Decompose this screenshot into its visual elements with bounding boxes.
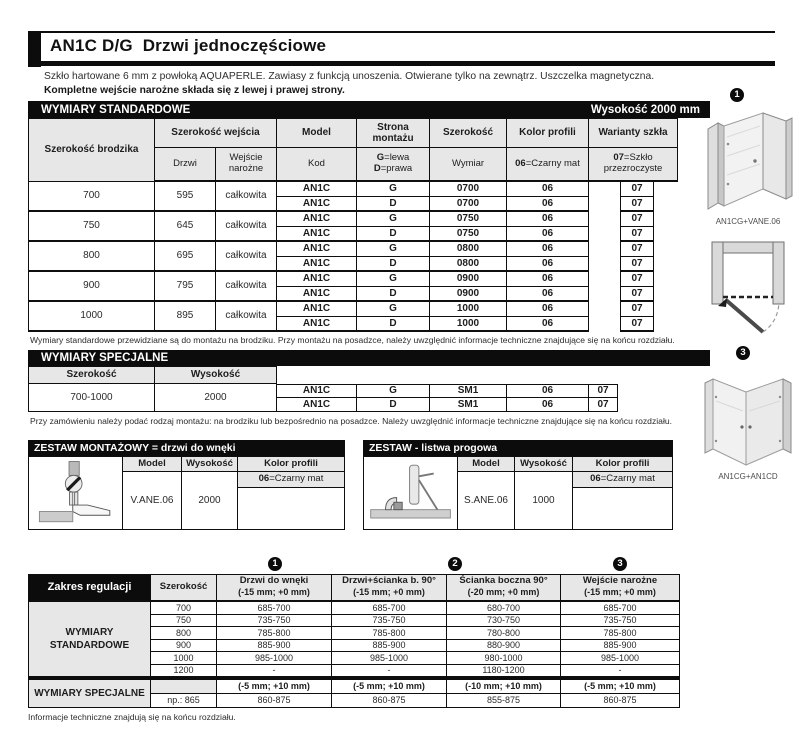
legend-06-text: =Czarny mat	[600, 473, 655, 485]
cell-range: 880-900	[447, 640, 561, 653]
marker-1-icon: 1	[730, 88, 744, 102]
cell-range: 985-1000	[332, 652, 447, 665]
cell-wymiar: SM1	[430, 398, 507, 412]
cell-range: 785-800	[332, 627, 447, 640]
cell-tolerance: (-10 mm; +10 mm)	[447, 680, 561, 694]
cell-kolor: 06	[507, 197, 589, 212]
footer-note: Informacje techniczne znajdują się na końcu rozdziału.	[28, 712, 236, 722]
zestaw-listwa-title: ZESTAW - listwa progowa	[369, 442, 498, 454]
cell-range: -	[332, 665, 447, 678]
standard-bar-title: WYMIARY STANDARDOWE	[41, 103, 191, 116]
cell-range: 885-900	[217, 640, 332, 653]
cell-range: 985-1000	[561, 652, 680, 665]
zestaw-listwa-table	[363, 456, 673, 530]
cell-empty	[573, 488, 673, 530]
cell-model: AN1C	[277, 227, 357, 242]
special-section-bar	[28, 350, 710, 366]
cell-strona: D	[357, 398, 430, 412]
col-header-strona: Strona montażu	[357, 118, 430, 148]
legend-d: D	[373, 163, 381, 174]
marker-1-icon: 1	[268, 557, 282, 571]
cell-kolor: 06	[507, 398, 589, 412]
legend-g-text: =lewa	[384, 152, 410, 164]
cell-model: AN1C	[277, 272, 357, 287]
cell-kolor: 06	[507, 242, 589, 257]
cell-range: -	[561, 665, 680, 678]
legend-g: G	[376, 152, 385, 164]
standard-table-note: Wymiary standardowe przewidziane są do montażu na brodziku. Przy montażu na posadzce, należy uwzględnić informacje techniczne znajdujące się na końcu rozdziału.	[30, 335, 675, 345]
col-header-wysokosc: Wysokość	[155, 366, 277, 384]
zestaw-montazowy-bar	[28, 440, 345, 456]
cell-tolerance: (-5 mm; +10 mm)	[217, 680, 332, 694]
subheader-kod: Kod	[277, 148, 357, 182]
cell-range: 680-700	[447, 602, 561, 615]
legend-06: 06	[258, 473, 270, 485]
cell-drzwi: 695	[155, 242, 216, 272]
subheader-narozne: Wejście narożne	[216, 148, 277, 182]
cell-model: V.ANE.06	[123, 472, 182, 530]
cell-model: AN1C	[277, 287, 357, 302]
col-header-kolor: Kolor profili	[238, 456, 345, 472]
cell-kolor: 06	[507, 272, 589, 287]
cell-model: AN1C	[277, 182, 357, 197]
cell-wymiar: SM1	[430, 384, 507, 398]
cell-wymiar: 0800	[430, 257, 507, 272]
legend-06-text: =Czarny mat	[525, 157, 580, 169]
col-title: Drzwi+ścianka b. 90°	[342, 575, 436, 587]
cell-model: AN1C	[277, 398, 357, 412]
col-tolerance: (-15 mm; +0 mm)	[238, 587, 310, 597]
col-header-drzwi-scianka	[332, 574, 447, 602]
cell-range: 780-800	[447, 627, 561, 640]
subheader-wymiar: Wymiar	[430, 148, 507, 182]
cell-range: 885-900	[561, 640, 680, 653]
cell-brodzik: 900	[28, 272, 155, 302]
col-title: Drzwi do wnęki	[239, 575, 309, 587]
cell-range: 730-750	[447, 615, 561, 628]
col-header-drzwi-do-wneki	[217, 574, 332, 602]
cell-range: 860-875	[332, 694, 447, 708]
cell-strona: G	[357, 212, 430, 227]
legend-06: 06	[590, 473, 601, 485]
cell-model: AN1C	[277, 257, 357, 272]
page-title	[50, 36, 326, 56]
cell-kolor: 06	[507, 302, 589, 317]
col-header-wejscie-narozne	[561, 574, 680, 602]
cell-wymiar: 1000	[430, 302, 507, 317]
cell-szerokosc: 900	[151, 640, 217, 653]
wall-profile-icon	[28, 456, 123, 530]
cell-szerokosc: 700	[151, 602, 217, 615]
marker-3-icon: 3	[613, 557, 627, 571]
col-tolerance: (-15 mm; +0 mm)	[353, 587, 425, 597]
subheader-drzwi: Drzwi	[155, 148, 216, 182]
cell-szklo: 07	[620, 242, 654, 257]
cell-szerokosc: 1000	[151, 652, 217, 665]
col-header-szerokosc: Szerokość	[430, 118, 507, 148]
cell-range: 980-1000	[447, 652, 561, 665]
legend-d-text: =prawa	[380, 163, 413, 174]
subheader-strona-montazu	[357, 148, 430, 182]
subheader-warianty-legend	[589, 148, 678, 182]
figure-label: AN1CG+VANE.06	[715, 217, 781, 226]
threshold-strip-icon	[363, 456, 458, 530]
wall-profile-drawing	[32, 458, 120, 528]
cell-wymiar: 0750	[430, 212, 507, 227]
cell-kolor: 06	[507, 257, 589, 272]
figure-label: AN1CG+AN1CD	[718, 472, 778, 481]
regulation-table	[28, 574, 680, 708]
cell-strona: G	[357, 384, 430, 398]
cell-range: 885-900	[332, 640, 447, 653]
figure-door-swing-plan	[706, 234, 790, 351]
cell-szerokosc: 1200	[151, 665, 217, 678]
door-swing-drawing	[706, 234, 790, 346]
page-title-text: Drzwi jednoczęściowe	[142, 36, 327, 55]
col-header-warianty: Warianty szkła	[589, 118, 678, 148]
cell-wymiar: 0800	[430, 242, 507, 257]
legend-07-text: =Szkło przezroczyste	[603, 152, 663, 174]
cell-strona: G	[357, 182, 430, 197]
title-top-rule	[41, 31, 775, 33]
cell-szklo: 07	[589, 398, 618, 412]
cell-narozne: całkowita	[216, 212, 277, 242]
zestaw-listwa-bar	[363, 440, 673, 456]
cell-strona: D	[357, 287, 430, 302]
row-label-standard: WYMIARY STANDARDOWE	[28, 602, 151, 677]
cell-range: 735-750	[332, 615, 447, 628]
cell-range: 685-700	[561, 602, 680, 615]
cell-range: 685-700	[217, 602, 332, 615]
cell-model: AN1C	[277, 212, 357, 227]
col-header-wejscia: Szerokość wejścia	[155, 118, 277, 148]
cell-strona: D	[357, 197, 430, 212]
cell-szerokosc	[151, 680, 217, 694]
cell-kolor-legend	[573, 472, 673, 488]
cell-strona: G	[357, 272, 430, 287]
cell-drzwi: 895	[155, 302, 216, 332]
col-header-wysokosc: Wysokość	[515, 456, 573, 472]
cell-szklo: 07	[620, 227, 654, 242]
cell-model: S.ANE.06	[458, 472, 515, 530]
cell-szklo: 07	[620, 212, 654, 227]
cell-tolerance: (-5 mm; +10 mm)	[332, 680, 447, 694]
standard-bar-height: Wysokość 2000 mm	[590, 103, 700, 116]
legend-06-text: =Czarny mat	[269, 473, 324, 485]
col-header-szerokosc: Szerokość	[28, 366, 155, 384]
cell-range: 855-875	[447, 694, 561, 708]
cell-range: 735-750	[561, 615, 680, 628]
col-header-kolor: Kolor profili	[573, 456, 673, 472]
cell-range: 785-800	[217, 627, 332, 640]
cell-szerokosc: np.: 865	[151, 694, 217, 708]
col-header-model: Model	[277, 118, 357, 148]
page-title-code: AN1C D/G	[50, 36, 133, 55]
cell-drzwi: 795	[155, 272, 216, 302]
cell-model: AN1C	[277, 384, 357, 398]
cell-strona: G	[357, 242, 430, 257]
cell-narozne: całkowita	[216, 242, 277, 272]
cell-brodzik: 700	[28, 182, 155, 212]
cell-kolor: 06	[507, 227, 589, 242]
cell-wymiar: 1000	[430, 317, 507, 332]
zestaw-montazowy-table	[28, 456, 345, 530]
col-header-brodzik: Szerokość brodzika	[28, 118, 155, 182]
cell-wysokosc: 1000	[515, 472, 573, 530]
cell-range: 985-1000	[217, 652, 332, 665]
legend-06: 06	[515, 157, 526, 169]
cell-brodzik: 1000	[28, 302, 155, 332]
special-table	[28, 366, 618, 412]
cell-brodzik: 800	[28, 242, 155, 272]
cell-szerokosc-range: 700-1000	[28, 384, 155, 412]
row-label-special: WYMIARY SPECJALNE	[28, 680, 151, 708]
cell-szklo: 07	[620, 182, 654, 197]
cell-wymiar: 0900	[430, 287, 507, 302]
niche-door-drawing	[703, 104, 795, 216]
col-header-wysokosc: Wysokość	[182, 456, 238, 472]
col-title: Ścianka boczna 90°	[459, 575, 548, 587]
col-tolerance: (-20 mm; +0 mm)	[467, 587, 540, 597]
cell-szklo: 07	[620, 317, 654, 332]
subheader-kolor-legend	[507, 148, 589, 182]
cell-strona: D	[357, 257, 430, 272]
cell-szklo: 07	[620, 197, 654, 212]
cell-kolor: 06	[507, 287, 589, 302]
cell-model: AN1C	[277, 197, 357, 212]
cell-wysokosc: 2000	[182, 472, 238, 530]
figure-corner-entry	[700, 361, 796, 476]
col-header-model: Model	[458, 456, 515, 472]
cell-wymiar: 0700	[430, 182, 507, 197]
cell-model: AN1C	[277, 242, 357, 257]
cell-drzwi: 595	[155, 182, 216, 212]
cell-narozne: całkowita	[216, 182, 277, 212]
cell-brodzik: 750	[28, 212, 155, 242]
threshold-strip-drawing	[367, 458, 455, 528]
cell-kolor: 06	[507, 317, 589, 332]
standard-section-bar	[28, 101, 710, 118]
cell-range: 860-875	[561, 694, 680, 708]
cell-range: 860-875	[217, 694, 332, 708]
cell-szerokosc: 750	[151, 615, 217, 628]
col-title: Wejście narożne	[582, 575, 658, 587]
cell-wymiar: 0900	[430, 272, 507, 287]
cell-range: 735-750	[217, 615, 332, 628]
zestaw-montazowy-title: ZESTAW MONTAŻOWY = drzwi do wnęki	[34, 442, 236, 454]
cell-range: 785-800	[561, 627, 680, 640]
cell-wysokosc: 2000	[155, 384, 277, 412]
cell-narozne: całkowita	[216, 302, 277, 332]
special-bar-title: WYMIARY SPECJALNE	[41, 352, 169, 364]
cell-strona: D	[357, 227, 430, 242]
cell-szklo: 07	[620, 257, 654, 272]
cell-szklo: 07	[589, 384, 618, 398]
cell-strona: G	[357, 302, 430, 317]
special-table-note: Przy zamówieniu należy podać rodzaj montażu: na brodziku lub bezpośrednio na posadzce. Należy uwzględnić informacje techniczne znajdujące się na końcu rozdziału.	[30, 416, 673, 426]
cell-model: AN1C	[277, 317, 357, 332]
cell-szklo: 07	[620, 287, 654, 302]
cell-wymiar: 0700	[430, 197, 507, 212]
title-bottom-rule	[28, 61, 775, 66]
cell-range: 1180-1200	[447, 665, 561, 678]
cell-szklo: 07	[620, 272, 654, 287]
cell-szerokosc: 800	[151, 627, 217, 640]
marker-3-icon: 3	[736, 346, 750, 360]
regulation-title: Zakres regulacji	[28, 574, 151, 602]
corner-entry-drawing	[700, 361, 796, 471]
marker-2-icon: 2	[448, 557, 462, 571]
col-header-model: Model	[123, 456, 182, 472]
cell-range: 685-700	[332, 602, 447, 615]
figure-niche-door	[703, 104, 795, 221]
col-header-kolor: Kolor profili	[507, 118, 589, 148]
cell-drzwi: 645	[155, 212, 216, 242]
cell-strona: D	[357, 317, 430, 332]
cell-kolor: 06	[507, 182, 589, 197]
description-line: Szkło hartowane 6 mm z powłoką AQUAPERLE. Zawiasy z funkcją unoszenia. Otwierane tylko na zewnątrz. Uszczelka magnetyczna.	[44, 71, 655, 82]
cell-kolor: 06	[507, 384, 589, 398]
col-header-szerokosc: Szerokość	[151, 574, 217, 602]
description-line-bold: Kompletne wejście narożne składa się z lewej i prawej strony.	[44, 85, 345, 96]
legend-07: 07	[613, 152, 624, 164]
col-header-scianka-boczna	[447, 574, 561, 602]
standard-table	[28, 118, 678, 332]
cell-narozne: całkowita	[216, 272, 277, 302]
cell-range: -	[217, 665, 332, 678]
cell-szklo: 07	[620, 302, 654, 317]
col-tolerance: (-15 mm; +0 mm)	[584, 587, 656, 597]
cell-empty	[238, 488, 345, 530]
cell-tolerance: (-5 mm; +10 mm)	[561, 680, 680, 694]
cell-model: AN1C	[277, 302, 357, 317]
cell-kolor-legend	[238, 472, 345, 488]
cell-kolor: 06	[507, 212, 589, 227]
cell-wymiar: 0750	[430, 227, 507, 242]
